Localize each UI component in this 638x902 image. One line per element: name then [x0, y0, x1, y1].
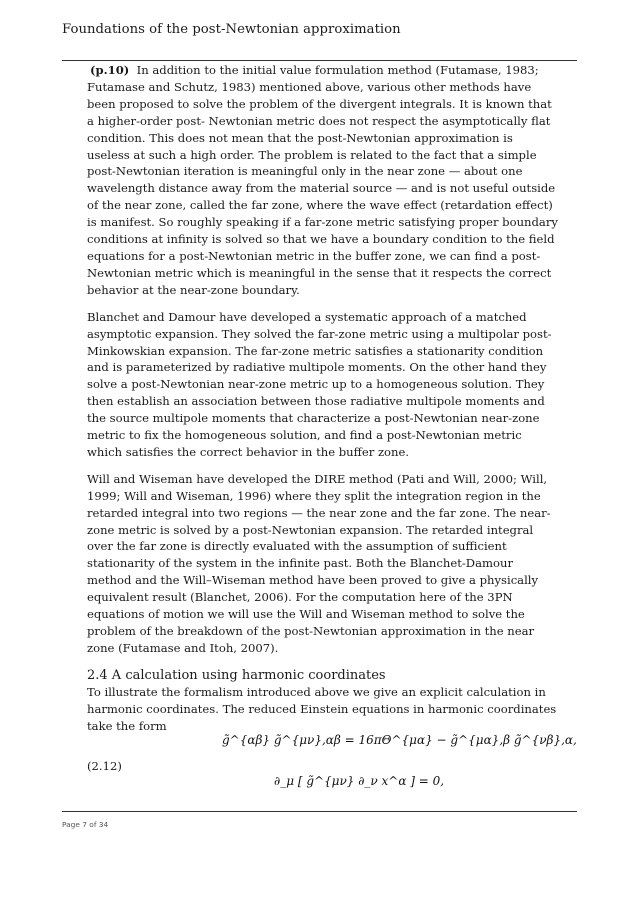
paragraph-3: Will and Wiseman have developed the DIRE method (Pati and Will, 2000; Will, 1999; Will and Wiseman, 1996) where they split the integration region in the retarded integral into two regions — the near zone and the far zone. The near-zone metric is solved by a post-Newtonian expansion. The retarded integral over the far zone is directly evaluated with the assumption of sufficient stationarity of the system in the infinite past. Both the Blanchet-Damour method and the Will–Wiseman method have been proved to give a physically equivalent result (Blanchet, 2006). For the computation here of the 3PN equations of motion we will use the Will and Wiseman method to solve the problem of the breakdown of the post-Newtonian approximation in the near zone (Futamase and Itoh, 2007).: [87, 471, 551, 655]
equation-1-text: g̃^{αβ} g̃^{μν},αβ = 16πΘ^{μα} − g̃^{μα},β g̃^{νβ},α,: [222, 733, 577, 747]
paragraph-1-text: In addition to the initial value formulation method (Futamase, 1983; Futamase and Schutz, 1983) mentioned above, various other methods have been proposed to solve the problem of the divergent integrals. It is known that a higher-order post- Newtonian metric does not respect the asymptotically flat condition. This does not mean that the post-Newtonian approximation is useless at such a high order. The problem is related to the fact that a simple post-Newtonian iteration is meaningful only in the near zone — about one wavelength distance away from the material source — and is not useful outside of the near zone, called the far zone, where the wave effect (retardation effect) is manifest. So roughly speaking if a far-zone metric satisfying proper boundary conditions at infinity is solved so that we have a boundary condition to the field equations for a post-Newtonian metric in the buffer zone, we can find a post-Newtonian metric which is meaningful in the sense that it respects the correct behavior at the near-zone boundary.: [87, 63, 558, 297]
equation-harmonic-gauge: [274, 774, 444, 788]
footer-rule: [62, 811, 577, 812]
page-number: Page 7 of 34: [62, 820, 109, 829]
running-title: Foundations of the post-Newtonian approximation: [62, 22, 401, 37]
paragraph-4: To illustrate the formalism introduced above we give an explicit calculation in harmonic coordinates. The reduced Einstein equations in harmonic coordinates take the form: [87, 684, 557, 733]
equation-2-text: ∂_μ [ g̃^{μν} ∂_ν x^α ] = 0,: [274, 774, 445, 788]
page-content: [87, 62, 559, 745]
page-reference: (p.10): [90, 63, 130, 77]
header-rule: [62, 60, 577, 61]
section-heading: 2.4 A calculation using harmonic coordinates: [87, 667, 386, 683]
equation-reduced-einstein: [222, 733, 577, 747]
paragraph-1: [87, 62, 559, 299]
equation-number: (2.12): [87, 759, 122, 773]
paragraph-2: Blanchet and Damour have developed a systematic approach of a matched asymptotic expansion. They solved the far-zone metric using a multipolar post-Minkowskian expansion. The far-zone metric satisfies a stationarity condition and is parameterized by radiative multipole moments. On the other hand they solve a post-Newtonian near-zone metric up to a homogeneous solution. They then establish an association between those radiative multipole moments and the source multipole moments that characterize a post-Newtonian near-zone metric to fix the homogeneous solution, and find a post-Newtonian metric which satisfies the correct behavior in the buffer zone.: [87, 309, 552, 459]
